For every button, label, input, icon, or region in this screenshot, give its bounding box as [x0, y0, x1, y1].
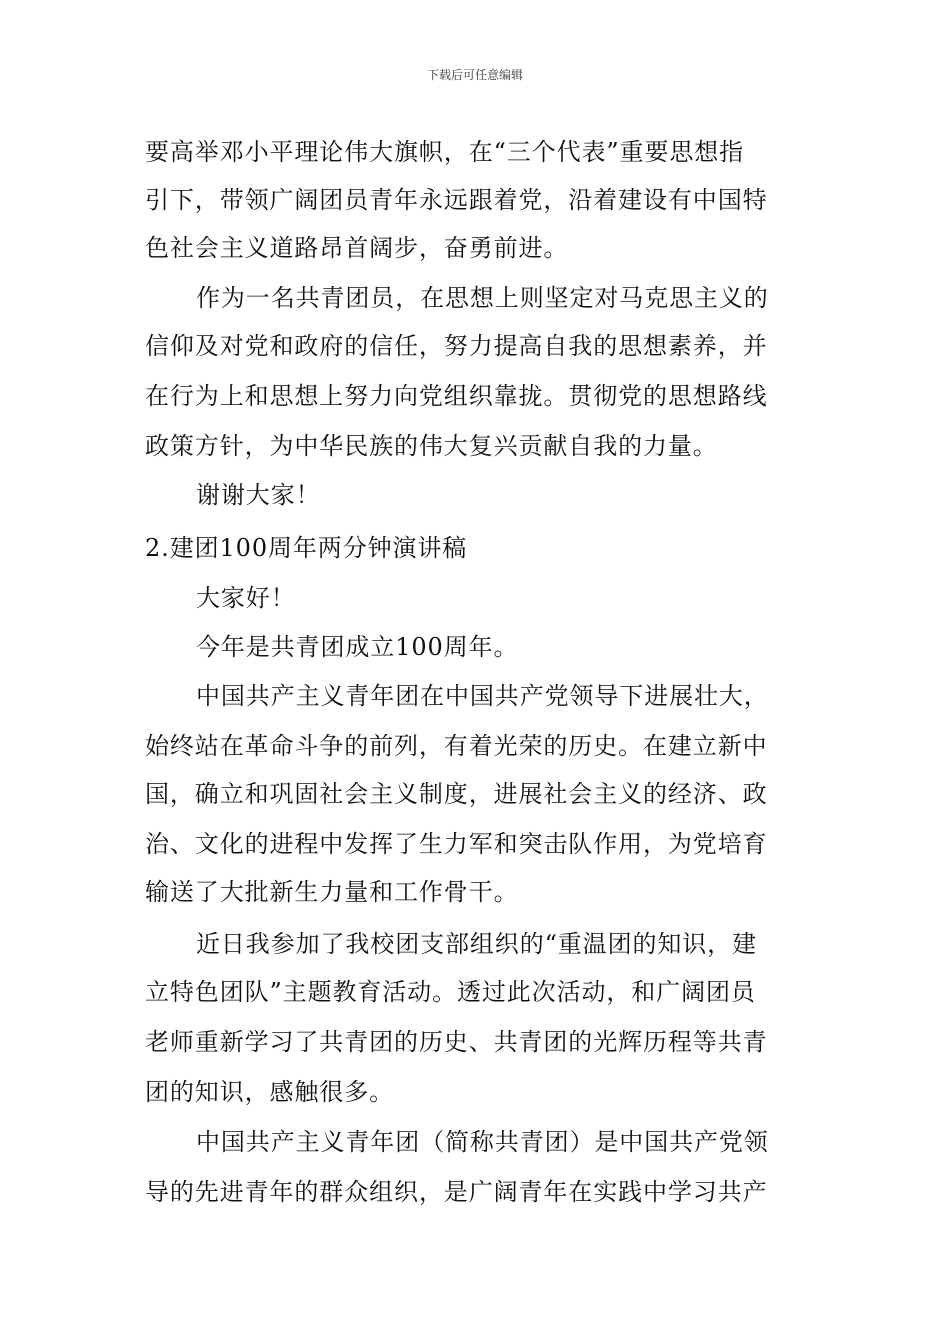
paragraph-line: 中国共产主义青年团（简称共青团）是中国共产党领 — [196, 1128, 769, 1156]
paragraph-line: 政策方针，为中华民族的伟大复兴贡献自我的力量。 — [145, 432, 718, 460]
paragraph-line: 中国共产主义青年团在中国共产党领导下进展壮大， — [196, 682, 769, 710]
paragraph-line: 输送了大批新生力量和工作骨干。 — [145, 878, 519, 906]
greeting-line: 大家好！ — [196, 584, 296, 612]
paragraph-line: 在行为上和思想上努力向党组织靠拢。贯彻党的思想路线 — [145, 382, 768, 410]
paragraph-line: 作为一名共青团员，在思想上则坚定对马克思主义的 — [196, 284, 769, 312]
paragraph-line: 今年是共青团成立100周年。 — [196, 633, 519, 661]
paragraph-line: 信仰及对党和政府的信任，努力提高自我的思想素养，并 — [145, 332, 768, 360]
paragraph-line: 色社会主义道路昂首阔步，奋勇前进。 — [145, 234, 569, 262]
paragraph-line: 立特色团队”主题教育活动。透过此次活动，和广阔团员 — [145, 978, 756, 1006]
paragraph-line: 治、文化的进程中发挥了生力军和突击队作用，为党培育 — [145, 830, 768, 858]
page-header: 下载后可任意编辑 — [426, 68, 523, 82]
paragraph-line: 导的先进青年的群众组织，是广阔青年在实践中学习共产 — [145, 1178, 768, 1206]
paragraph-line: 近日我参加了我校团支部组织的“重温团的知识，建 — [196, 930, 757, 958]
paragraph-line: 要高举邓小平理论伟大旗帜，在“三个代表”重要思想指 — [145, 138, 745, 166]
paragraph-line: 引下，带领广阔团员青年永远跟着党，沿着建设有中国特 — [145, 186, 768, 214]
paragraph-line: 老师重新学习了共青团的历史、共青团的光辉历程等共青 — [145, 1028, 768, 1056]
paragraph-line: 团的知识，感触很多。 — [145, 1078, 394, 1106]
paragraph-line: 始终站在革命斗争的前列，有着光荣的历史。在建立新中 — [145, 732, 768, 760]
section-heading: 2.建团100周年两分钟演讲稿 — [145, 534, 468, 562]
closing-line: 谢谢大家！ — [196, 481, 321, 509]
paragraph-line: 国，确立和巩固社会主义制度，进展社会主义的经济、政 — [145, 780, 768, 808]
